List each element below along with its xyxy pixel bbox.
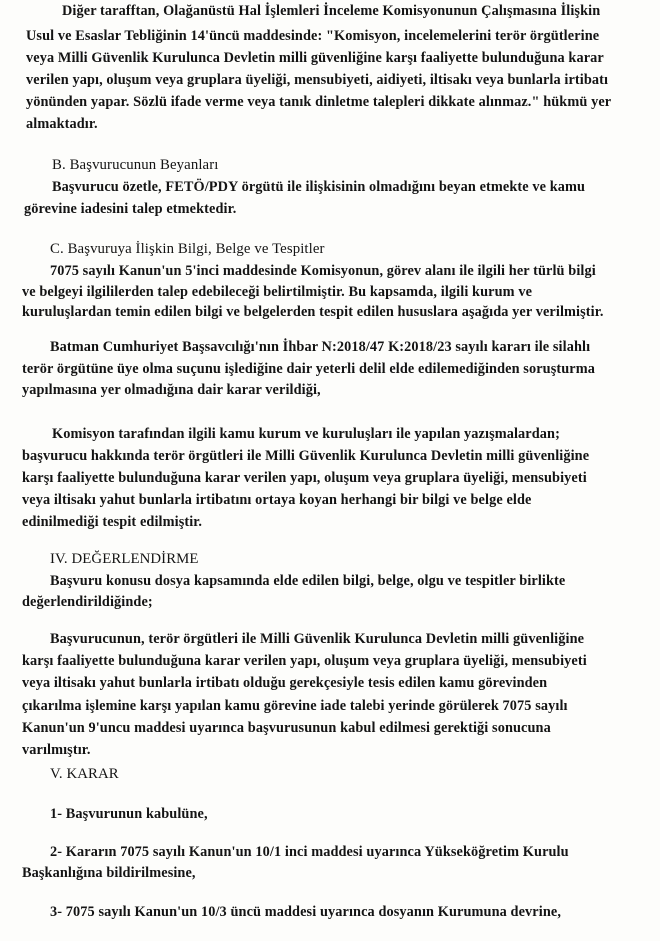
section-iv-p1-line-1: Başvuru konusu dosya kapsamında elde edilen bilgi, belge, olgu ve tespitler birlikte — [50, 573, 566, 589]
section-iv-p2-line-4: çıkarılma işlemine karşı yapılan kamu görevine iade talebi yerinde görülerek 7075 sayılı — [22, 698, 568, 714]
section-c-p2-line-1: Batman Cumhuriyet Başsavcılığı'nın İhbar N:2018/47 K:2018/23 sayılı kararı ile silahlı — [50, 339, 591, 355]
section-b-heading: B. Başvurucunun Beyanları — [52, 157, 219, 173]
section-iv-p1-line-2: değerlendirildiğinde; — [22, 594, 153, 610]
section-iv-p2-line-6: varılmıştır. — [22, 742, 91, 758]
section-c-p2-line-2: terör örgütüne üye olma suçunu işlediğine dair yeterli delil elde edilemediğinden soruşturma — [22, 361, 595, 377]
section-iv-heading: IV. DEĞERLENDİRME — [50, 551, 199, 567]
section-c-p1-line-1: 7075 sayılı Kanun'un 5'inci maddesinde Komisyonun, görev alanı ile ilgili her türlü bilgi — [50, 263, 596, 279]
intro-line-2: Usul ve Esaslar Tebliğinin 14'üncü maddesinde: "Komisyon, incelemelerini terör örgütlerine — [26, 28, 600, 44]
section-v-heading: V. KARAR — [50, 766, 119, 782]
intro-line-6: almaktadır. — [26, 116, 98, 132]
decision-item-2-line-2: Başkanlığına bildirilmesine, — [22, 865, 196, 881]
section-c-p3-line-4: veya iltisakı yahut bunlarla irtibatını ortaya koyan herhangi bir bilgi ve belge elde — [22, 492, 532, 508]
intro-line-5: yönünden yapar. Sözlü ifade verme veya tanık dinletme talepleri dikkate alınmaz." hükmü yer — [26, 94, 612, 110]
section-c-p3-line-1: Komisyon tarafından ilgili kamu kurum ve kuruluşları ile yapılan yazışmalardan; — [52, 426, 560, 442]
section-c-heading: C. Başvuruya İlişkin Bilgi, Belge ve Tespitler — [50, 241, 325, 257]
section-c-p2-line-3: yapılmasına yer olmadığına dair karar verildiği, — [22, 382, 321, 398]
section-iv-p2-line-1: Başvurucunun, terör örgütleri ile Milli Güvenlik Kurulunca Devletin milli güvenliğine — [50, 631, 585, 647]
section-b-line-2: görevine iadesini talep etmektedir. — [24, 201, 237, 217]
section-iv-p2-line-3: veya iltisakı yahut bunlarla irtibatı olduğu gerekçesiyle tesis edilen kamu görevinden — [22, 675, 548, 691]
intro-line-1: Diğer tarafftan, Olağanüstü Hal İşlemleri İnceleme Komisyonunun Çalışmasına İlişkin — [62, 3, 601, 19]
decision-item-3: 3- 7075 sayılı Kanun'un 10/3 üncü maddesi uyarınca dosyanın Kurumuna devrine, — [50, 904, 561, 920]
section-b-line-1: Başvurucu özetle, FETÖ/PDY örgütü ile ilişkisinin olmadığını beyan etmekte ve kamu — [52, 179, 586, 195]
decision-item-1: 1- Başvurunun kabulüne, — [50, 806, 208, 822]
section-c-p3-line-3: karşı faaliyette bulunduğuna karar verilen yapı, oluşum veya gruplara üyeliği, mensubiyeti — [22, 470, 587, 486]
intro-line-3: veya Milli Güvenlik Kurulunca Devletin milli güvenliğine karşı faaliyette bulunduğuna karar — [26, 50, 604, 66]
section-iv-p2-line-2: karşı faaliyette bulunduğuna karar verilen yapı, oluşum veya gruplara üyeliği, mensubiyeti — [22, 653, 587, 669]
section-c-p3-line-5: edinilmediği tespit edilmiştir. — [22, 514, 203, 530]
section-c-p1-line-3: kuruluşlardan temin edilen bilgi ve belgelerden tespit edilen hususlara aşağıda yer verilmiştir. — [22, 304, 604, 320]
section-c-p1-line-2: ve belgeyi ilgililerden talep edebileceği belirtilmiştir. Bu kapsamda, ilgili kurum ve — [22, 284, 533, 300]
decision-item-2-line-1: 2- Kararın 7075 sayılı Kanun'un 10/1 inci maddesi uyarınca Yükseköğretim Kurulu — [50, 844, 569, 860]
section-iv-p2-line-5: Kanun'un 9'uncu maddesi uyarınca başvurusunun kabul edilmesi gerektiği sonucuna — [22, 720, 551, 736]
intro-line-4: verilen yapı, oluşum veya gruplara üyeliği, mensubiyeti, aidiyeti, iltisakı veya bunlarla irtibatı — [26, 72, 609, 88]
section-c-p3-line-2: başvurucu hakkında terör örgütleri ile Milli Güvenlik Kurulunca Devletin milli güvenliğine — [22, 448, 590, 464]
